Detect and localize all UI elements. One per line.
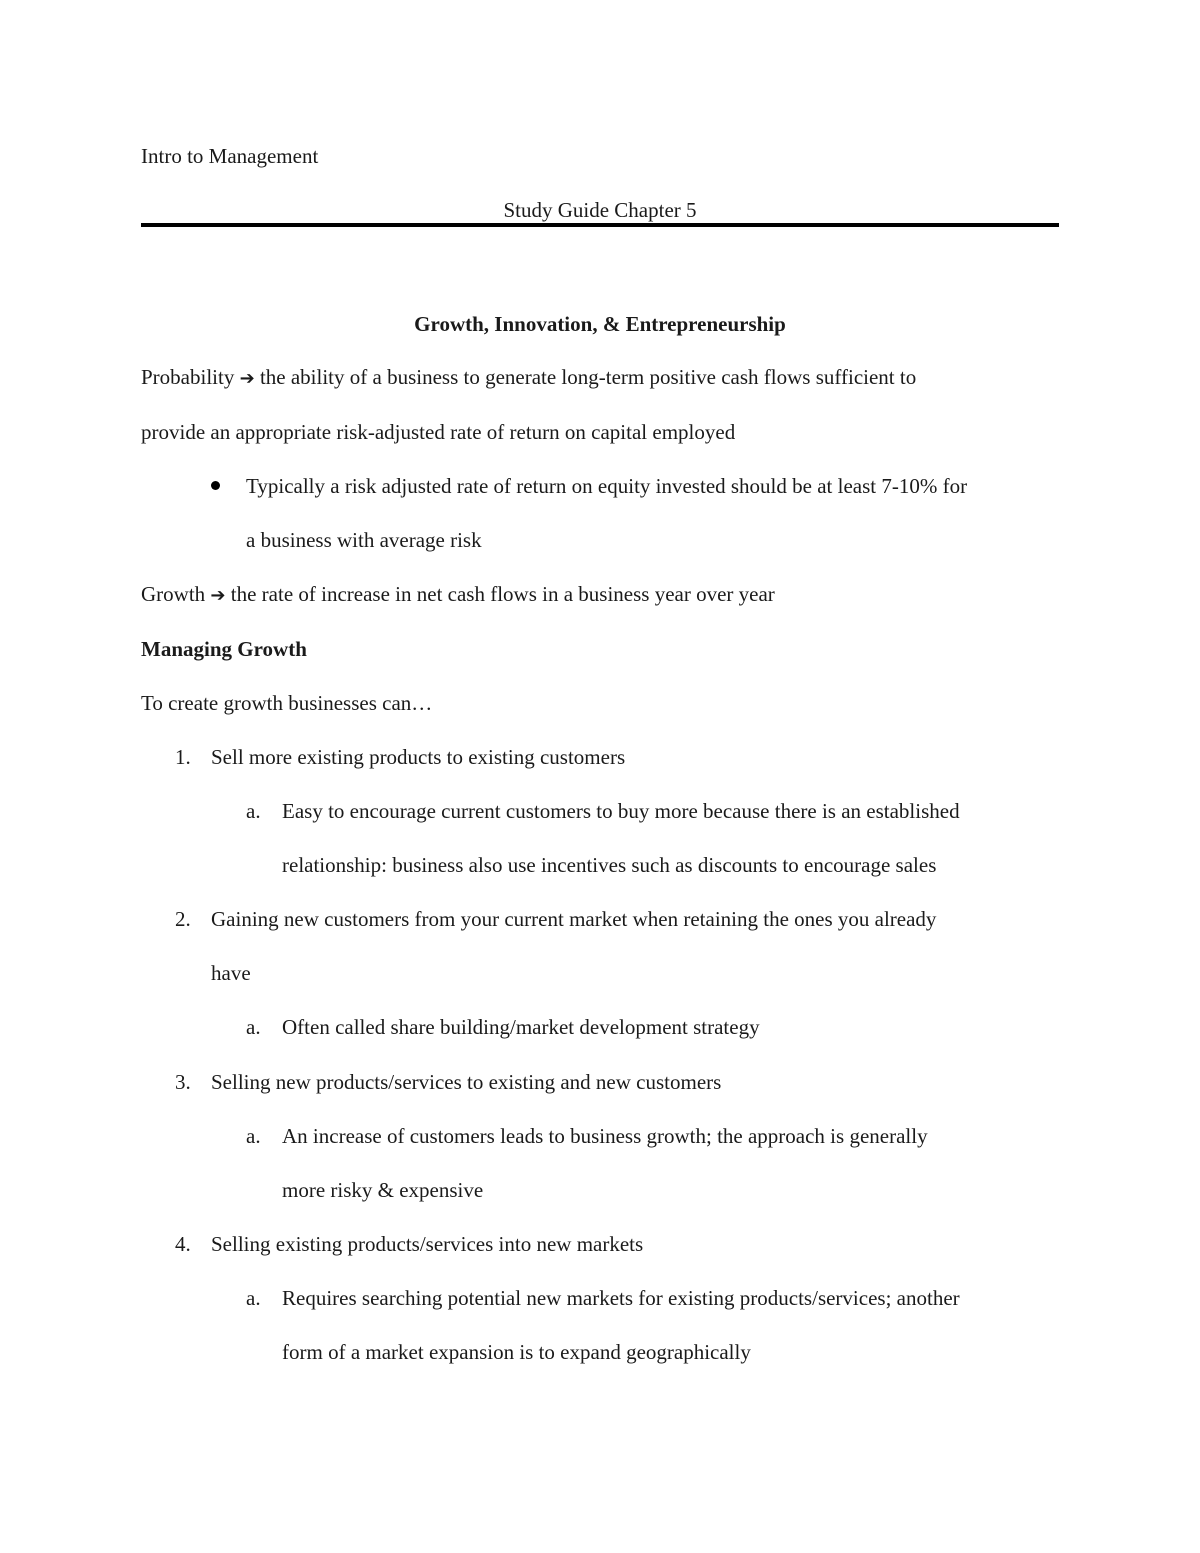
growth-term: Growth	[141, 582, 206, 606]
sublist-item-text: Easy to encourage current customers to buy more because there is an established	[282, 799, 960, 823]
probability-definition-text: the ability of a business to generate long-term positive cash flows sufficient to	[254, 365, 917, 389]
sublist-letter: a.	[246, 1015, 261, 1039]
sublist-item-text-continued: more risky & expensive	[282, 1178, 484, 1202]
list-number: 2.	[175, 907, 191, 931]
list-number: 4.	[175, 1232, 191, 1256]
bullet-icon	[211, 481, 220, 490]
list-item-text: Selling existing products/services into new markets	[211, 1232, 644, 1256]
sublist-item-text: Often called share building/market development strategy	[282, 1015, 760, 1039]
growth-definition-text: the rate of increase in net cash flows in a business year over year	[225, 582, 775, 606]
arrow-right-icon: ➔	[210, 585, 226, 606]
growth-definition	[141, 581, 775, 609]
list-number: 3.	[175, 1070, 191, 1094]
managing-growth-heading: Managing Growth	[141, 637, 307, 661]
course-title: Intro to Management	[141, 144, 319, 168]
sublist-item-text: Requires searching potential new markets for existing products/services; another	[282, 1286, 960, 1310]
list-item-text: Sell more existing products to existing customers	[211, 745, 626, 769]
probability-definition-continued: provide an appropriate risk-adjusted rate of return on capital employed	[141, 420, 736, 444]
bullet-text-continued: a business with average risk	[246, 528, 482, 552]
sublist-letter: a.	[246, 1286, 261, 1310]
list-item-text: Selling new products/services to existing and new customers	[211, 1070, 722, 1094]
probability-term: Probability	[141, 365, 235, 389]
bullet-text: Typically a risk adjusted rate of return on equity invested should be at least 7-10% for	[246, 474, 968, 498]
list-number: 1.	[175, 745, 191, 769]
sublist-item-text-continued: form of a market expansion is to expand geographically	[282, 1340, 751, 1364]
header-rule	[141, 223, 1059, 227]
sublist-item-text: An increase of customers leads to business growth; the approach is generally	[282, 1124, 928, 1148]
probability-definition	[141, 364, 916, 392]
sublist-letter: a.	[246, 799, 261, 823]
managing-growth-intro: To create growth businesses can…	[141, 691, 433, 715]
sublist-letter: a.	[246, 1124, 261, 1148]
arrow-right-icon: ➔	[239, 368, 255, 389]
sublist-item-text-continued: relationship: business also use incentives such as discounts to encourage sales	[282, 853, 937, 877]
list-item-text: Gaining new customers from your current market when retaining the ones you already	[211, 907, 937, 931]
document-subtitle: Study Guide Chapter 5	[503, 198, 697, 222]
section-title: Growth, Innovation, & Entrepreneurship	[414, 312, 786, 336]
list-item-text-continued: have	[211, 961, 251, 985]
